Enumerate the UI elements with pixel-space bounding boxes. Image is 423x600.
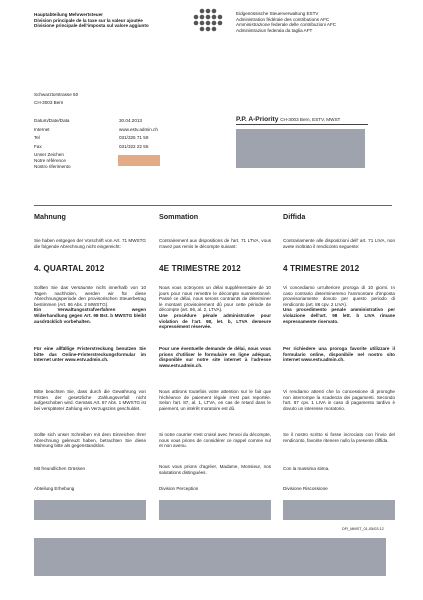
paragraph-payment: Nous attirons toutefois votre attention sur le fait que l'échéance de paiement légale n'est pas reportée. Selon l'art. 87, al. 1, LTVA, en cas de retard dans le paiement, un intérêt moratoire est dû. — [159, 389, 271, 411]
heading-mahnung: Mahnung — [34, 212, 66, 221]
label-date: Datum/Date/Data — [34, 118, 70, 123]
label-fax: Fax — [34, 143, 42, 149]
intro-fr — [159, 238, 271, 249]
paragraph-crossed: Si notre courrier s'est croisé avec l'envoi du décompte, nous vous prions de considérer ce rappel comme nul et non avenu. — [159, 432, 271, 449]
payment-fr — [159, 389, 271, 411]
header-separator — [34, 205, 392, 206]
body-de — [34, 285, 146, 324]
extension-fr — [159, 346, 271, 368]
header-right-line: Eidgenössische Steuerverwaltung ESTV — [236, 11, 319, 16]
postmark — [236, 116, 340, 123]
redacted-reference — [118, 155, 160, 166]
address-line: CH-3003 Bern — [34, 99, 64, 105]
header-right-line: Administration fédérale des contributions AFC — [236, 16, 330, 22]
postmark-city: CH-3003 Bern, ESTV, MWST — [280, 117, 341, 122]
redacted-barcode — [34, 538, 386, 576]
department-fr: Division Perception — [159, 486, 199, 491]
postmark-pp: P.P. A-Priority — [236, 116, 279, 123]
redacted-signature — [283, 500, 395, 520]
paragraph-extension: Für eine allfällige Fristerstreckung benutzen Sie bitte das Online-Fristerstreckungsformular im Internet unter www.estv.admin.ch. — [34, 346, 146, 363]
paragraph-crossed: Sollte sich unser Schreiben mit dem Einreichen Ihrer Abrechnung gekreuzt haben, betrachten Sie diese Mahnung bitte als gegenstandslos. — [34, 432, 146, 449]
closing-fr — [159, 464, 271, 475]
sender-address — [34, 92, 78, 105]
header-right — [236, 11, 336, 33]
department-de: Abteilung Erhebung — [34, 486, 75, 491]
header-left-line: Hauptabteilung Mehrwertsteuer — [34, 12, 103, 17]
intro-text: Contrairement aux dispositions de l'art. 71 LTVA, vous n'avez pas remis le décompte suivant: — [159, 238, 271, 249]
form-code: DFI_MMST_01-05/03.12 — [342, 527, 384, 531]
label-tel: Tel — [34, 135, 40, 141]
heading-diffida: Diffida — [283, 212, 306, 221]
address-line: Schwarztorstrasse 50 — [34, 92, 79, 97]
intro-it — [283, 238, 395, 249]
paragraph-extension: Per richiedere una proroga favorite utilizzare il formulario online, disponibile nel nostro sito internet www.estv.admin.ch. — [283, 346, 395, 363]
paragraph-crossed: Se il nostro scritto si fosse incrociato con l'invio del rendiconto, favorite ritenere nullo la presente diffida. — [283, 432, 395, 443]
header-right-line: Administraziun federala da taglia AFT — [236, 27, 313, 33]
body-it — [283, 285, 395, 324]
paragraph-payment: Vi rendiamo attenti che la concessione di proroghe non interrompe la scadenza dei pagamenti. Secondo l'art. 87 cpv. 1 LIVA in caso di pagamento tardivo è dovuto un interesse moratorio. — [283, 389, 395, 411]
closing-text: Nous vous prions d'agréer, Madame, Monsieur, nos salutations distinguées. — [159, 464, 271, 475]
value-date: 30.04.2013 — [119, 118, 142, 123]
extension-de — [34, 346, 146, 363]
paragraph-penalty: Una procedimento penale amministrativo per violazione dell'art. 98 lett. b LIVA rimane espressamente riservato. — [283, 307, 395, 324]
crossed-fr — [159, 432, 271, 449]
redacted-signature — [34, 500, 146, 520]
payment-de — [34, 389, 146, 411]
crossed-de — [34, 432, 146, 449]
paragraph-payment: Bitte beachten Sie, dass durch die Gewährung von Fristen der gesetzliche Zahlungsverfall nicht aufgeschoben wird. Gemäss Art. 87 Abs. 1 MWSTG ist bei verspäteter Zahlung ein Verzugszins geschuldet. — [34, 389, 146, 411]
body-fr — [159, 285, 271, 330]
heading-sommation: Sommation — [159, 212, 199, 221]
period-de: 4. QUARTAL 2012 — [34, 264, 105, 273]
crossed-it — [283, 432, 395, 443]
value-fax: 031/322 22 55 — [119, 143, 149, 149]
intro-de — [34, 238, 146, 249]
paragraph-penalty: Ein Verwaltungsstrafverfahren wegen Widerhandlung gegen Art. 98 Bst. b MWSTG bleibt ausdrücklich vorbehalten. — [34, 307, 146, 324]
label-internet: Internet — [34, 126, 50, 132]
paragraph-deadline: Nous vous octroyons un délai supplémentaire de 10 jours pour nous remettre le décompte susmentionné. Passé ce délai, nous serons contraints de déterminer le montant provisoirement dû pour cette période de décompte (art. 86, al. 2, LTVA). — [159, 285, 271, 313]
label-reference-de: Unser Zeichen — [34, 152, 64, 158]
paragraph-penalty: Une procédure pénale administrative pour violation de l'art. 98, let. b, LTVA demeure expressément réservée. — [159, 312, 271, 330]
intro-text: Sie haben entgegen der Vorschrift von Art. 71 MWSTG die folgende Abrechnung nicht eingereicht: — [34, 238, 146, 249]
redacted-recipient-address — [236, 129, 365, 168]
payment-it — [283, 389, 395, 411]
label-reference-fr: Notre référence — [34, 157, 66, 163]
department-it: Divisione Riscossione — [283, 486, 328, 491]
header-right-line: Amministrazione federale delle contribuzioni AFC — [236, 22, 337, 28]
paragraph-deadline: Sollten Sie das Versäumte nicht innerhalb von 10 Tagen nachholen, werden wir für diese Abrechnungsperiode den provisorischen Steuerbetrag bestimmen (Art. 86 Abs. 2 MWSTG). — [34, 285, 146, 307]
extension-it — [283, 346, 395, 363]
postmark-rule — [236, 124, 368, 125]
value-internet: www.estv.admin.ch — [119, 126, 158, 132]
period-fr: 4E TRIMESTRE 2012 — [159, 264, 241, 273]
paragraph-deadline: Vi concediamo un'ulteriore proroga di 10 giorni. In caso contrario determineremo l'ammontare d'imposta provvisoriamente dovuto per questo periodo di rendiconto (art. 86 cpv. 2 LIVA). — [283, 285, 395, 307]
header-left-line: Divisione principale dell'imposta sul valore aggiunto — [34, 23, 149, 29]
header-left — [34, 12, 149, 29]
details-values — [119, 118, 158, 149]
intro-text: Contrariamente alle disposizioni dell' art. 71 LIVA, non avete inoltrato il rendiconto seguente: — [283, 238, 395, 249]
label-reference-it: Nostro riferimento — [34, 163, 71, 169]
value-tel: 031/325 71 59 — [119, 135, 149, 141]
paragraph-extension: Pour une éventuelle demande de délai, nous vous prions d'utiliser le formulaire en ligne adéquat, disponible sur notre site internet à l'adresse www.estv.admin.ch. — [159, 346, 271, 368]
period-it: 4 TRIMESTRE 2012 — [283, 264, 360, 273]
closing-de: Mit freundlichen Grüssen — [34, 466, 86, 471]
details-labels — [34, 118, 71, 169]
closing-it: Con la massima stima. — [283, 466, 330, 471]
header-left-line: Division principale de la taxe sur la valeur ajoutée — [34, 17, 143, 23]
redacted-signature — [159, 500, 271, 520]
federal-logo-icon — [192, 8, 230, 32]
